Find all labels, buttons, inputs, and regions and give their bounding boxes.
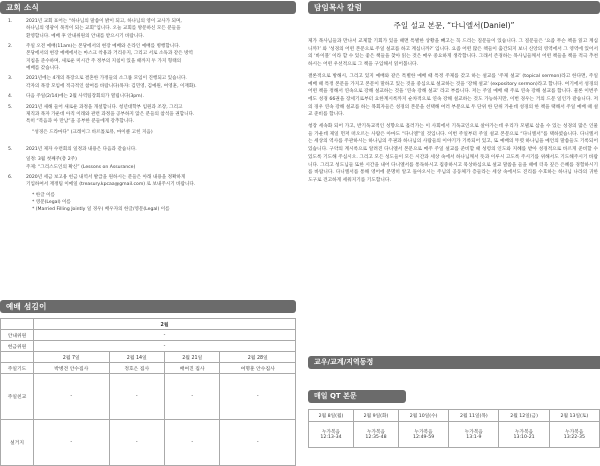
news-item-number: 1. xyxy=(8,19,13,24)
news-item-line: 2020년 세금 보고용 헌금 내역서 발급을 원하시는 분들은 아래 내용을 정확하게 xyxy=(26,175,186,181)
service-row-value: - xyxy=(34,330,296,341)
news-item xyxy=(0,18,296,40)
news-item-line: 지침을 준수하며, 새로운 미시간 주 정부의 지침이 있을 때까지 두 가지 형태의 xyxy=(26,58,182,64)
news-item-subline: * (Married Filling Jointly 일 경우) 배우자의 한글/영문(Legal) 이름 xyxy=(32,207,170,213)
news-item xyxy=(0,104,296,143)
service-cell: - xyxy=(109,374,164,420)
qt-verse: 13:22-35 xyxy=(563,435,585,440)
service-role-label: 주일친교 xyxy=(1,374,34,420)
sermon-paragraph: 결론적으로 방해시, 그리고 있지 예배와 같은 특별한 예배 때 특정 주제를 갖고 하는 설교를 ‘주제 설교’ (topical sermon)라고 한다면, 주일 예배 때 특정 본문을 가지고 본문이 말하고 있는 것을 중심으로 설교하는 것을 ‘강해 설교’ (expository sermon)라고 합니다. 여기에서 성경의 어떤 책을 정해서 연속으로 강해 설교하는 것을 ‘연속 강해 설교’ 라고 부릅니다. 저는 주일 예배 때 주로 연속 강해 설교를 합니다. 물론 이번주에도 성경 66권을 장세기로부터 요한계시록까지 순차적으로 연속 강해 설교하는 것도 가능하지만, 이번 경우는 거의 드문 일인가 같습니다. 저의 경우 연속 강해 설교를 하는 목회자들은 성경의 본문을 선택해 여러 부분으로 두 단위 한 단위 가운데 성경의 한 책을 택해서 주일 예배 때 설교 준비를 합니다. xyxy=(308,73,598,118)
qt-cell xyxy=(449,422,499,448)
news-item-subline: 주제: “그리스도인의 확신” (Lessons on Assurance) xyxy=(26,164,136,170)
news-list xyxy=(0,18,296,214)
news-header: 교회 소식 xyxy=(0,1,296,14)
service-cell: 정호은 집사 xyxy=(109,363,164,374)
news-item xyxy=(0,75,296,90)
qt-cell xyxy=(549,422,599,448)
news-item-line: 2021년 교회 표어는 “하나님의 말씀이 밝이 되고, 하나님의 영이 교사가 되며, xyxy=(26,19,182,24)
service-date: 2월 14일 xyxy=(109,352,164,363)
service-date: 2월 28일 xyxy=(220,352,296,363)
service-header: 예배 섬김이 xyxy=(0,300,296,313)
news-item-subline: “성경은 드라마다” (크레이그 바르톨로뮤, 마이클 고힌 지음) xyxy=(32,129,153,135)
news-item-subline: 일정: 3월 첫째주(총 2주) xyxy=(26,157,77,163)
news-item-number: 2. xyxy=(8,44,13,50)
qt-cell xyxy=(354,422,399,448)
news-item-number: 5. xyxy=(8,147,13,153)
qt-date: 2월 9일(화) xyxy=(354,410,399,422)
qt-date: 2월 11일(목) xyxy=(449,410,499,422)
news-item-line: 예배를 갖습니다. xyxy=(26,65,60,71)
news-item-line: 2021년에는 4개의 목장으로 결혼한 가정들의 소그룹 모임이 진행되고 있습니다. xyxy=(26,76,187,82)
qt-book: 누가복음 xyxy=(321,430,341,435)
news-item xyxy=(0,93,296,100)
news-item-subline: * 영문(Legal) 이름 xyxy=(32,200,71,206)
service-cell: - xyxy=(109,420,164,466)
qt-date: 2월 12일(금) xyxy=(499,410,549,422)
sermon-header: 담임목사 칼럼 xyxy=(308,1,600,14)
service-cell: 박병견 안수집사 xyxy=(34,363,110,374)
service-row-label: 안내위원 xyxy=(1,330,34,341)
qt-date: 2월 13일(토) xyxy=(549,410,599,422)
left-column xyxy=(0,0,296,446)
service-row-label: 헌금위원 xyxy=(1,341,34,352)
service-blank-cell xyxy=(1,352,34,363)
news-item-line: 주일 오전 예배(11am)는 본당에서의 현장 예배와 온라인 예배를 병행합니다. xyxy=(26,44,181,50)
news-item xyxy=(0,174,296,213)
news-item-line: 본당에서의 현장 예배에서는 마스크 착용과 거리유지, 그리고 서로 소독과 같은 방역 xyxy=(26,51,193,57)
qt-verse: 12:35-48 xyxy=(365,435,387,440)
service-cell: 배여진 집사 xyxy=(164,363,219,374)
qt-date: 2월 10일(수) xyxy=(399,410,449,422)
news-item-subline: * 한글 이름 xyxy=(32,192,55,198)
gyowoo-header: 교우/교계/지역동정 xyxy=(308,356,600,369)
news-item-number: 5. xyxy=(8,104,13,110)
service-cell: - xyxy=(220,420,296,466)
qt-book: 누가복음 xyxy=(464,430,483,435)
news-item-line: 환영합니다. 예배 후 안내위원의 안내를 받으시기 바랍니다. xyxy=(26,33,145,39)
news-item-line: 특히 “복음과 아 만남”을 공부한 분들에게 강추합니다. xyxy=(26,119,135,125)
qt-section xyxy=(308,390,600,448)
news-item-line: 다음 주일(2/14)에는 2월 사역팀장회의가 열립니다(3pm). xyxy=(26,94,144,100)
sermon-body xyxy=(308,38,600,185)
qt-book: 누가복음 xyxy=(565,430,584,435)
service-section xyxy=(0,300,296,466)
service-date: 2월 7일 xyxy=(34,352,110,363)
right-column xyxy=(308,0,600,440)
service-blank-cell xyxy=(1,319,34,330)
service-month: 2월 xyxy=(34,319,296,330)
qt-date: 2월 8일(월) xyxy=(309,410,354,422)
service-cell: - xyxy=(220,374,296,420)
news-item-line: 기입하여서 재정팀 이메일 (treasury.kpcaa@gmail.com) 로 보내주시기 바랍니다. xyxy=(26,182,196,188)
service-cell: - xyxy=(34,374,110,420)
service-date: 2월 21일 xyxy=(164,352,219,363)
qt-book: 누가복음 xyxy=(515,430,534,435)
qt-cell xyxy=(309,422,354,448)
qt-book: 누가복음 xyxy=(366,430,386,435)
sermon-paragraph: 제가 목사님들과 만나서 교제할 기회가 있을 때면 특별한 상황을 빼고는 꼭 드리는 질문들이 있습니다. 그 질문들은 ‘요즘 무슨 책을 읽고 계십니까?’ 와 ‘성경의 어떤 본문으로 주일 설교를 하고 계십니까?’ 입니다. 요즘 어떤 많은 책들이 출간되지 보니 신앙의 영역에서 그 영역에 있어서의 ‘바이블’ 이라 할 수 있는 좋은 책들을 찾아 읽는 것은 매우 중요하게 생각합니다. 그래서 존경하는 목사님들께서 어떤 책들을 책을 적극 추천하시는 어떤 우선적으로 그 책을 구입해서 읽어봅니다. xyxy=(308,39,598,68)
news-item-number: 4. xyxy=(8,94,13,100)
service-table xyxy=(0,318,296,466)
news-item-line: 2021년 제자 수련회의 일정과 내용은 다음과 같습니다. xyxy=(26,147,137,153)
qt-verse: 13:10-21 xyxy=(513,435,535,440)
service-role-label: 주일기도 xyxy=(1,363,34,374)
service-row-value: - xyxy=(34,341,296,352)
qt-verse: 12:13-34 xyxy=(320,435,342,440)
news-item-line: 2021년 새해 들어 새로운 과정을 개설합니다. 청년대학부 임원과 조장, 그리고 xyxy=(26,104,183,110)
service-role-label: 설거지 xyxy=(1,420,34,466)
service-cell: - xyxy=(34,420,110,466)
qt-cell xyxy=(499,422,549,448)
qt-table xyxy=(308,409,600,448)
service-cell: - xyxy=(164,420,219,466)
qt-book: 누가복음 xyxy=(414,430,433,435)
news-item-number: 3. xyxy=(8,76,13,82)
news-item-number: 6. xyxy=(8,175,13,181)
service-cell: - xyxy=(164,374,219,420)
sermon-paragraph: 청장 세속화 되어 가고, 반기독교적인 성향으로 흘러가는 이 사회에서 기독교인으로 살아가는데 우리가 모델로 삼을 수 있는 성경의 많은 인물들 가운데 제일 먼저 떠오르는 사람은 아마도 “다니엘”일 것입니다. 이번 주일부터 주일 설교 본문으로 “다니엘서”를 택하였습니다. 다니엘서는 세상의 역사를 주관하시는 하나님의 주권과 하나님의 사람들의 이야기가 기록되어 있고, 또 예배의 뚜렷 하나님을 예언의 말씀들도 기록되어 있습니다. 구약의 계시록으로 알려진 다니엘서 본문으로 매주 주일 설교를 준비할 때 성령의 인도와 지혜를 받아 성경적으로 바르게 준비할 수 있도록 기도해 주십시오. 그리고 모든 성도들이 모든 시간과 세상 속에서 하나님께서 뜻과 이루시 고도록 주시기를 위해서도 기도해주시기 바랍니다. 그리고 성도님들 또한 시간을 내어 다니엘서를 통독하시고 집중하시고 묵상하심으로 설교 말씀을 들을 때에 더욱 깊은 은혜를 경험하시기를 바랍니다. 다니엘서를 통해 영어에 분명히 알고 돌아오시는 주님의 공동체가 층들라는 세상 속에서도 진리를 수호하는 하나님 나라의 귀한 도구로 견고하게 세워지기를 기도합니다. xyxy=(308,124,598,183)
sermon-title: 주일 설교 본문, “다니엘서(Daniel)” xyxy=(393,21,515,30)
qt-cell xyxy=(399,422,449,448)
service-cell: 여명훈 안수집사 xyxy=(220,363,296,374)
qt-header: 매일 QT 본문 xyxy=(308,390,406,403)
news-item xyxy=(0,43,296,72)
news-item-line: 제직과 목자 가운데 아직 이래와 관련 과정을 공부하지 않은 분들의 참석을 권합니다. xyxy=(26,112,195,118)
news-item-line: 각자의 목장 모임에 적극적인 참여를 바랍니다(목자: 김민영, 김예원, 여영훈, 이재화). xyxy=(26,83,197,89)
news-item xyxy=(0,146,296,171)
news-item-subline xyxy=(26,136,292,143)
qt-verse: 12:49-59 xyxy=(413,435,435,440)
qt-verse: 13:1-9 xyxy=(466,435,482,440)
news-item-line: 하나님의 영광이 목적이 되는 교회”입니다. 오늘 교회를 방문하신 모든 분들을 xyxy=(26,26,181,32)
